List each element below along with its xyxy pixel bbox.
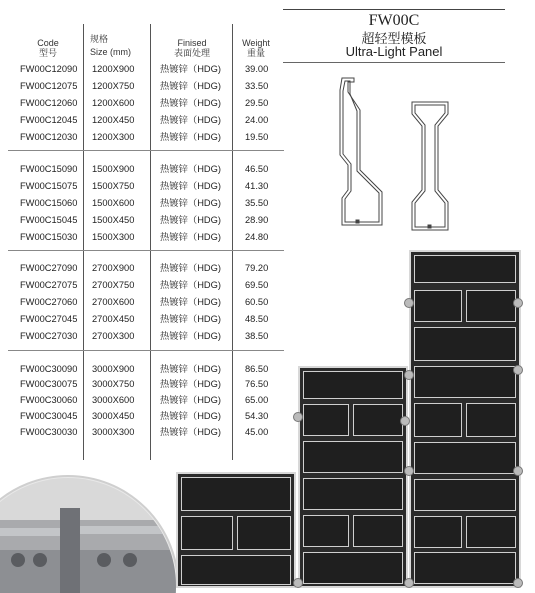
title-rule [283,9,505,10]
cell-size: 1500X450 [92,215,135,225]
table-row [0,294,290,311]
table-row [0,195,290,212]
panel-cell [414,552,516,584]
cell-finish: 热镀锌（HDG) [160,232,221,242]
cell-weight: 38.50 [245,331,269,341]
cell-finish: 热镀锌（HDG) [160,132,221,142]
cell-weight: 29.50 [245,98,269,108]
header-weight-cn: 重量 [246,48,265,58]
cell-finish: 热镀锌（HDG) [160,215,221,225]
cell-code: FW00C27060 [20,297,78,307]
table-row [0,311,290,328]
cell-finish: 热镀锌（HDG) [160,297,221,307]
header-weight-en: Weight [242,38,270,48]
header-size [90,34,136,57]
clamp-bolt [400,416,410,426]
cell-code: FW00C15090 [20,164,78,174]
header-weight [236,38,276,58]
cell-weight: 86.50 [245,364,269,374]
clamp-bolt [404,298,414,308]
table-row [0,178,290,195]
header-size-en: Size (mm) [90,47,131,57]
product-model: FW00C [368,12,420,29]
cell-finish: 热镀锌（HDG) [160,198,221,208]
cell-code: FW00C27030 [20,331,78,341]
header-code-en: Code [37,38,59,48]
cell-weight: 33.50 [245,81,269,91]
cell-size: 1500X750 [92,181,135,191]
panel-cell [466,516,516,548]
title-rule [283,62,505,63]
panel-cell [353,404,403,436]
table-row [0,112,290,129]
cell-weight: 19.50 [245,132,269,142]
cell-weight: 65.00 [245,395,269,405]
header-code-cn: 型号 [38,48,57,58]
cell-weight: 41.30 [245,181,269,191]
panel-cell [237,516,291,550]
cell-code: FW00C15075 [20,181,78,191]
clamp-bolt [293,412,303,422]
cell-size: 1200X300 [92,132,135,142]
panel-cell [353,515,403,547]
panel-cell [303,515,349,547]
clamp-bolt [513,466,523,476]
clamp-bolt [404,370,414,380]
table-row [0,229,290,246]
panel-cell [303,371,403,399]
panel-cell [303,478,403,510]
panel-cell [181,516,233,550]
cell-size: 1200X600 [92,98,135,108]
cell-weight: 79.20 [245,263,269,273]
cell-finish: 热镀锌（HDG) [160,115,221,125]
cell-finish: 热镀锌（HDG) [160,64,221,74]
panel-cell [303,404,349,436]
cell-code: FW00C30045 [20,411,78,421]
table-row [0,260,290,277]
cell-code: FW00C12060 [20,98,78,108]
cell-size: 3000X300 [92,427,135,437]
cell-size: 1200X450 [92,115,135,125]
cell-code: FW00C15060 [20,198,78,208]
header-code [28,38,68,58]
table-row [0,78,290,95]
clamp-bolt [513,365,523,375]
table-row [0,424,290,441]
cell-code: FW00C15030 [20,232,78,242]
cell-finish: 热镀锌（HDG) [160,427,221,437]
cell-code: FW00C12045 [20,115,78,125]
cell-finish: 热镀锌（HDG) [160,263,221,273]
clamp-bolt [513,298,523,308]
product-name-cn: 超轻型模板 [361,32,427,47]
profile-section-drawing [330,70,450,240]
panel-cell [466,403,516,437]
cell-finish: 热镀锌（HDG) [160,379,221,389]
clamp-bolt [293,578,303,588]
cell-size: 2700X600 [92,297,135,307]
cell-finish: 热镀锌（HDG) [160,331,221,341]
panel-cell [466,290,516,322]
cell-size: 3000X750 [92,379,135,389]
cell-weight: 46.50 [245,164,269,174]
cell-code: FW00C30090 [20,364,78,374]
cell-weight: 39.00 [245,64,269,74]
panel-cell [414,290,462,322]
table-row [0,129,290,146]
table-row [0,408,290,425]
cell-size: 1500X900 [92,164,135,174]
cell-finish: 热镀锌（HDG) [160,181,221,191]
panel-cell [181,555,291,585]
table-row [0,392,290,409]
profile-detail-photo [0,468,176,593]
clamp-bolt [404,578,414,588]
clamp-bolt [513,578,523,588]
cell-code: FW00C30030 [20,427,78,437]
cell-code: FW00C12075 [20,81,78,91]
header-finish [162,38,222,58]
cell-weight: 76.50 [245,379,269,389]
header-finish-en: Finised [177,38,207,48]
header-size-cn: 规格 [90,34,109,44]
table-row [0,212,290,229]
cell-weight: 69.50 [245,280,269,290]
table-row [0,161,290,178]
cell-code: FW00C27075 [20,280,78,290]
panel-cell [414,479,516,511]
cell-code: FW00C12090 [20,64,78,74]
cell-size: 1500X600 [92,198,135,208]
cell-finish: 热镀锌（HDG) [160,395,221,405]
panel-cell [414,255,516,283]
cell-finish: 热镀锌（HDG) [160,314,221,324]
cell-size: 2700X450 [92,314,135,324]
cell-size: 1200X900 [92,64,135,74]
table-row [0,95,290,112]
group-separator [8,150,284,151]
table-row [0,61,290,78]
panel-cell [303,441,403,473]
cell-size: 3000X450 [92,411,135,421]
cell-code: FW00C30060 [20,395,78,405]
table-row [0,376,290,393]
cell-weight: 54.30 [245,411,269,421]
table-row [0,328,290,345]
group-separator [8,350,284,351]
cell-finish: 热镀锌（HDG) [160,364,221,374]
panel-cell [414,403,462,437]
cell-code: FW00C30075 [20,379,78,389]
panel-cell [181,477,291,511]
panel-cell [414,516,462,548]
cell-size: 2700X300 [92,331,135,341]
cell-finish: 热镀锌（HDG) [160,280,221,290]
cell-size: 1200X750 [92,81,135,91]
cell-code: FW00C12030 [20,132,78,142]
panel-cell [414,366,516,398]
cell-finish: 热镀锌（HDG) [160,164,221,174]
cell-size: 2700X900 [92,263,135,273]
cell-code: FW00C15045 [20,215,78,225]
cell-finish: 热镀锌（HDG) [160,98,221,108]
cell-weight: 60.50 [245,297,269,307]
cell-size: 2700X750 [92,280,135,290]
cell-weight: 28.90 [245,215,269,225]
cell-finish: 热镀锌（HDG) [160,411,221,421]
cell-weight: 24.80 [245,232,269,242]
group-separator [8,250,284,251]
panel-cell [414,327,516,361]
cell-finish: 热镀锌（HDG) [160,81,221,91]
panel-cell [414,442,516,474]
cell-code: FW00C27090 [20,263,78,273]
clamp-bolt [404,466,414,476]
cell-weight: 24.00 [245,115,269,125]
product-name-en: Ultra-Light Panel [345,44,443,59]
header-finish-cn: 表面处理 [173,48,210,58]
cell-weight: 45.00 [245,427,269,437]
cell-size: 3000X600 [92,395,135,405]
cell-weight: 48.50 [245,314,269,324]
panel-cell [303,552,403,584]
table-row [0,277,290,294]
cell-weight: 35.50 [245,198,269,208]
cell-code: FW00C27045 [20,314,78,324]
cell-size: 3000X900 [92,364,135,374]
cell-size: 1500X300 [92,232,135,242]
